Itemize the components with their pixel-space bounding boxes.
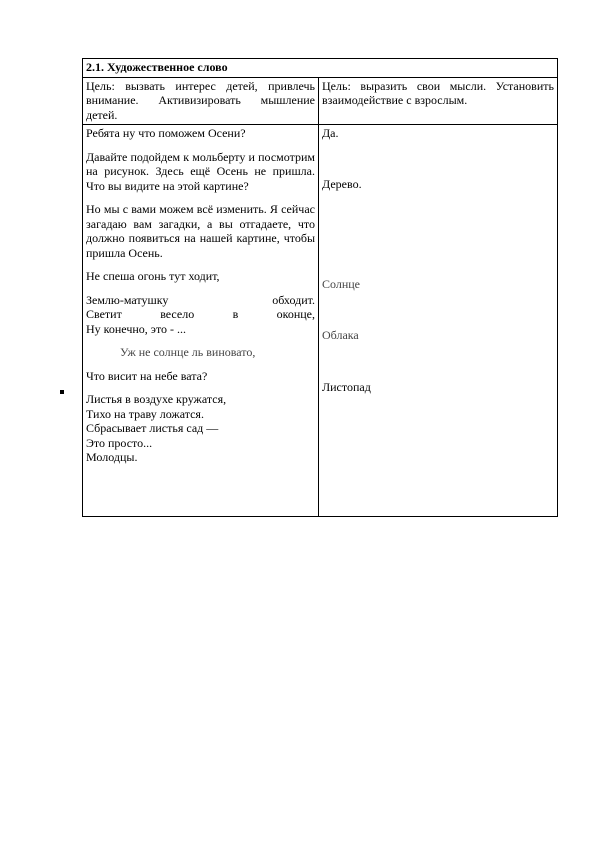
children-column (319, 125, 558, 517)
answer: Дерево. (322, 177, 362, 191)
answer: Да. (322, 126, 339, 140)
table-row (83, 77, 558, 125)
goal-right-cell: Цель: выразить свои мысли. Установить взаимодействие с взрослым. (319, 77, 558, 125)
teacher-column (83, 125, 319, 517)
list-bullet (60, 390, 64, 394)
praise-line: Молодцы. (86, 450, 138, 464)
riddle-line: Не спеша огонь тут ходит, (86, 269, 220, 283)
riddle-line: Листья в воздухе кружатся, (86, 392, 227, 406)
riddle-line: Уж не солнце ль виновато, (120, 345, 256, 359)
teacher-paragraph: Но мы с вами можем всё изменить. Я сейчас загадаю вам загадки, а вы отгадаете, что должно появиться на нашей картине, чтобы пришла Осень. (86, 202, 315, 260)
answer: Солнце (322, 277, 361, 291)
activity-table (82, 58, 558, 517)
answer: Облака (322, 328, 359, 342)
answer: Листопад (322, 380, 371, 394)
table-row (83, 125, 558, 517)
riddle-line: Светит весело в оконце, (86, 307, 315, 321)
teacher-question: Ребята ну что поможем Осени? (86, 126, 246, 140)
table-row (83, 59, 558, 78)
teacher-paragraph: Давайте подойдем к мольберту и посмотрим на рисунок. Здесь ещё Осень не пришла. Что вы видите на этой картине? (86, 149, 315, 193)
goal-left-cell: Цель: вызвать интерес детей, привлечь внимание. Активизировать мышление детей. (83, 77, 319, 125)
riddle-line: Это просто... (86, 435, 153, 450)
section-title: 2.1. Художественное слово (83, 59, 558, 78)
riddle-line: Что висит на небе вата? (86, 368, 208, 383)
riddle-line: Землю-матушку обходит. (86, 292, 315, 307)
riddle-line: Сбрасывает листья сад — (86, 421, 219, 435)
riddle-line: Ну конечно, это - ... (86, 321, 187, 336)
riddle-line: Тихо на траву ложатся. (86, 406, 204, 421)
